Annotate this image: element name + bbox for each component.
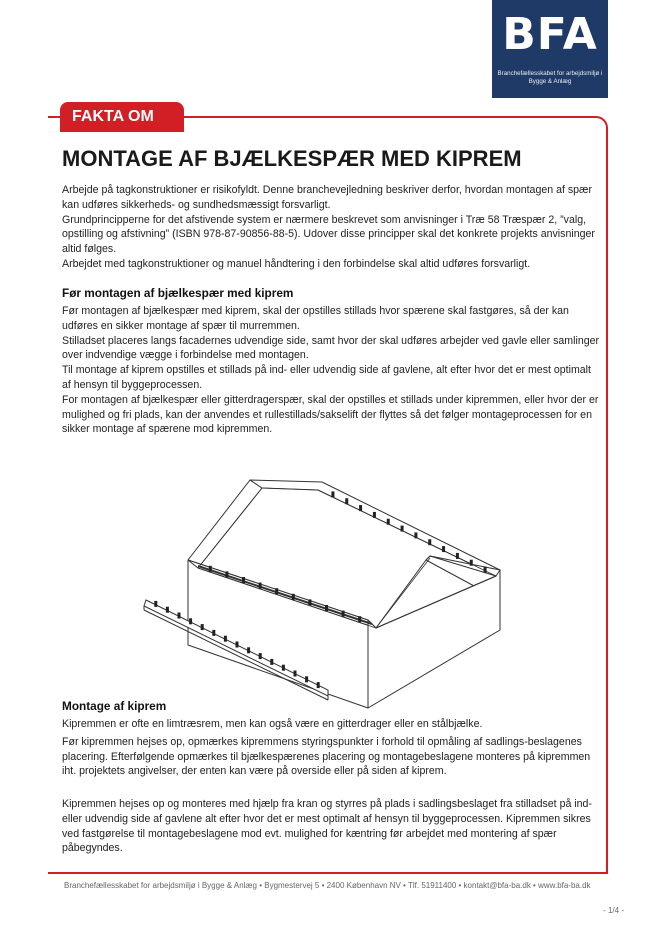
kiprem-bracket [154, 601, 157, 607]
kiprem-illustration [140, 460, 510, 710]
left-gable-wall [188, 480, 262, 568]
section1-paragraph: Før montagen af bjælkespær med kiprem, skal der opstilles stillads hvor spærene skal fastgøres, så der kan udføres en sikker montage af spær til murremmen. [62, 305, 569, 332]
rail-bracket [331, 491, 334, 497]
page-title: MONTAGE AF BJÆLKESPÆR MED KIPREM [62, 146, 522, 171]
rail-bracket [442, 546, 445, 552]
rail-bracket [292, 594, 295, 600]
rail-bracket [325, 605, 328, 611]
intro-paragraph: Arbejdet med tagkonstruktioner og manuel håndtering i den forbindelse skal altid udføres forsvarligt. [62, 257, 531, 270]
logo-subtitle: Branchefællesskabet for arbejdsmiljø i Bygge & Anlæg [497, 70, 603, 85]
kiprem-bracket [236, 642, 239, 648]
rail-bracket [401, 526, 404, 532]
rail-bracket [359, 505, 362, 511]
rail-bracket [456, 553, 459, 559]
rail-bracket [308, 599, 311, 605]
section2-heading: Montage af kiprem [62, 699, 167, 713]
kiprem-bracket [282, 665, 285, 671]
section2-paragraph: Før kipremmen hejses op, opmærkes kipremmens styringspunkter i forhold til opmåling af sadlings-beslagenes placering. Efterfølgende opmærkes til bjælkespærenes placering og montagebeslagene monteres på kipremmen iht. projektets angivelser, der enten kan være på overside eller på siden af kiprem. [62, 735, 591, 778]
section1-body [62, 304, 602, 437]
rail-bracket [259, 583, 262, 589]
back-wall-top [250, 480, 500, 576]
kiprem-bracket [247, 647, 250, 653]
right-wall-face [368, 570, 500, 708]
kiprem-bracket [189, 618, 192, 624]
section1-paragraph: For montagen af bjælkespær eller gitterdragerspær, skal der opstilles et stillads under kipremmen, eller hvor der er mulighed og fri plads, kan der anvendes et rullestillads/sakselift der flyttes så det følger montageprocessen for en sikker montage af spærene mod kipremmen. [62, 393, 599, 436]
section2-body [62, 717, 602, 779]
kiprem-bracket [317, 682, 320, 688]
section1-paragraph: Stilladset placeres langs facadernes udvendige side, samt hvor der skal udføres arbejder ved gavle eller samlinger over indvendige vægge i forbindelse med montagen. [62, 334, 600, 362]
rail-bracket [470, 560, 473, 566]
kiprem-bracket [212, 630, 215, 636]
rail-bracket [428, 539, 431, 545]
kiprem-bracket [166, 607, 169, 613]
kiprem-bracket [201, 624, 204, 630]
section1-paragraph: Til montage af kiprem opstilles et stillads på ind- eller udvendig side af gavlene, alt efter hvor det er mest optimalt af hensyn til byggeprocessen. [62, 364, 591, 391]
kiprem-bracket [294, 671, 297, 677]
kiprem-bracket [178, 613, 181, 619]
rail-bracket [414, 532, 417, 538]
rail-bracket [225, 571, 228, 577]
rail-bracket [387, 519, 390, 525]
section2-paragraph: Kipremmen er ofte en limtræsrem, men kan også være en gitterdrager eller en stålbjælke. [62, 718, 483, 730]
intro-block [62, 183, 602, 272]
rail-bracket [358, 616, 361, 622]
footer-contact: Branchefællesskabet for arbejdsmiljø i Bygge & Anlæg • Bygmestervej 5 • 2400 København NV • Tlf. 51911400 • kontakt@bfa-ba.dk • www.bfa-ba.dk [64, 881, 591, 890]
intro-paragraph: Grundprincipperne for det afstivende system er nærmere beskrevet som anvisninger i Træ 58 Træspær 2, ”valg, opstilling og afstivning” (ISBN 978-87-90856-88-5). Udover disse principper skal det konkrete projekts anvisninger altid følges. [62, 213, 595, 256]
logo-mark: BFA [502, 9, 598, 60]
bfa-logo [492, 0, 608, 98]
fakta-om-tab: FAKTA OM [60, 102, 184, 132]
rail-bracket [342, 611, 345, 617]
kiprem-bracket [270, 659, 273, 665]
kiprem-bracket [305, 676, 308, 682]
section1-heading: Før montagen af bjælkespær med kiprem [62, 286, 294, 300]
rail-bracket [275, 588, 278, 594]
kiprem-bracket [224, 636, 227, 642]
frame-bottom-rule [48, 872, 608, 874]
page-number: - 1/4 - [603, 906, 624, 915]
rail-bracket [242, 577, 245, 583]
section2-closing: Kipremmen hejses op og monteres med hjælp fra kran og styrres på plads i sadlingsbeslaget fra stilladset på ind- eller udvendig side af gavlene alt efter hvor det er mest optimalt af hensyn til byggeprocessen. Kipremmen sikres ved fastgørelse til montagebeslagene mod evt. mulighed for kæntring før arbejdet med montering af spær påbegyndes. [62, 798, 592, 855]
intro-paragraph: Arbejde på tagkonstruktioner er risikofyldt. Denne branchevejledning beskriver derfor, hvordan montagen af spær kan udføres sikkerheds- og sundhedsmæssigt forsvarligt. [62, 184, 592, 211]
rail-bracket [484, 567, 487, 573]
rail-bracket [209, 566, 212, 572]
rail-bracket [373, 512, 376, 518]
kiprem-bracket [259, 653, 262, 659]
rail-bracket [345, 498, 348, 504]
